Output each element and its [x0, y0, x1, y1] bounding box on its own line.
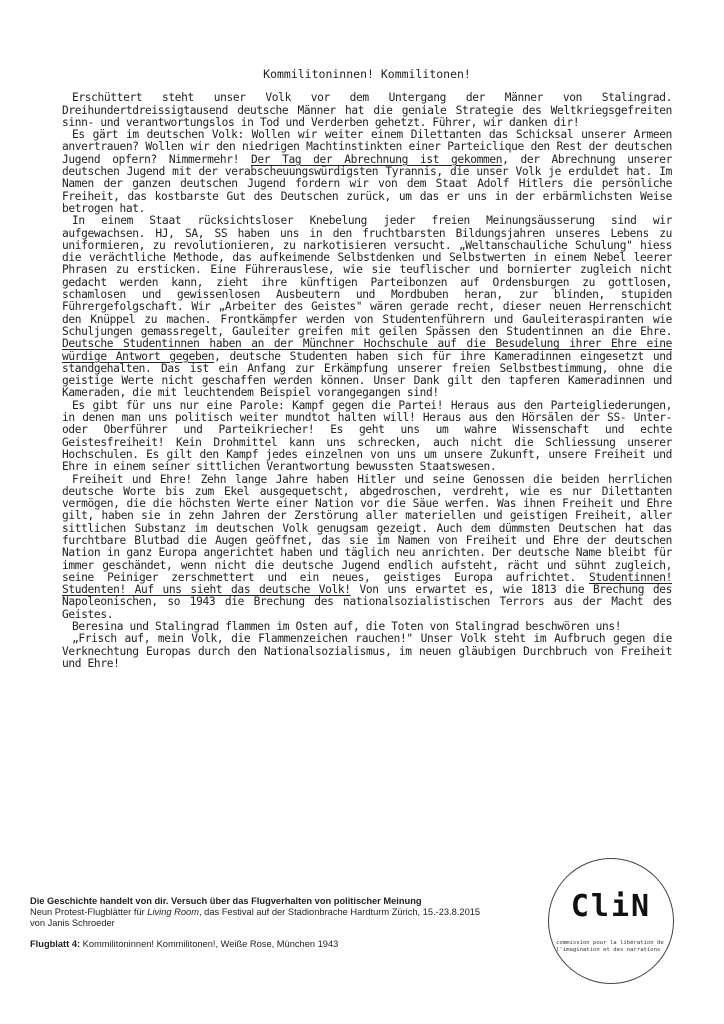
leaflet-title: Kommilitoninnen! Kommilitonen! — [263, 67, 471, 81]
underlined-phrase-students: Deutsche Studentinnen haben an der Münchner Hochschule auf die Besudelung ihrer Ehre eine würdige Antwort gegeben — [62, 337, 672, 363]
paragraph-7: „Frisch auf, mein Volk, die Flammenzeichen rauchen!" Unser Volk steht im Aufbruch gegen die Verknechtung Europas durch den Nationalsozialismus, im neuen gläubigen Durchbruch von Freiheit und Ehre! — [62, 632, 672, 670]
paragraph-2-lead: Es gärt im deutschen Volk: Wollen wir weiter einem Dilettanten das Schicksal unserer Armeen anvertrauen? Wollen wir den niedrigen Machtinstinkten einer Parteiclique den Rest der deutschen Jugend opfern? Nimmermehr! — [62, 128, 672, 166]
caption-leaflet-ref — [30, 939, 570, 950]
paragraph-3 — [62, 215, 672, 399]
caption-leaflet-title: Kommilitoninnen! Kommilitonen!, Weiße Rose, München 1943 — [80, 938, 339, 949]
caption-festival-name: Living Room — [147, 907, 199, 918]
paragraph-3-lead: In einem Staat rücksichtsloser Knebelung jeder freien Meinungsäusserung sind wir aufgewachsen. HJ, SA, SS haben uns in den fruchtbarsten Bildungsjahren unseres Lebens zu uniformieren, zu revolutionieren, zu narkotisieren versucht. „Weltanschauliche Schulung" hiess die verächtliche Methode, das aufkeimende Selbstdenken und Selbstwerten in einem Nebel leerer Phrasen zu ersticken. Eine Führerauslese, wie sie teuflischer und bornierter zugleich nicht gedacht werden kann, zieht ihre künftigen Parteibonzen auf Ordensburgen zu gottlosen, schamlosen und gewissenlosen Ausbeutern und Mordbuben heran, zur blinden, stupiden Führergefolgschaft. Wir „Arbeiter des Geistes" wären gerade recht, dieser neuen Herrenschicht den Knüppel zu machen. Frontkämpfer werden von Studentenführern und Gauleiteraspiranten wie Schuljungen gemassregelt, Gauleiter greifen mit geilen Spässen den Studentinnen an die Ehre. — [62, 214, 672, 338]
clin-logo-subtitle: commission pour la libération de l'imagination et des narrations — [556, 940, 664, 953]
caption-festival-b: , das Festival auf der Stadionbrache Hardturm Zürich, 15.-23.8.2015 — [198, 907, 481, 918]
caption-author: von Janis Schroeder — [30, 918, 115, 929]
clin-logo-text: CliN — [570, 889, 652, 924]
leaflet-text — [62, 68, 672, 670]
caption-festival-line — [30, 907, 570, 918]
paragraph-2-rest: , der Abrechnung unserer deutschen Jugend mit der verabscheuungswürdigsten Tyrannis, die unser Volk je erduldet hat. Im Namen der ganzen deutschen Jugend fordern wir von dem Staat Adolf Hitlers die persönliche Freiheit, das kostbarste Gut des Deutschen zurück, um das er uns in der erbärmlichsten Weise betrogen hat. — [62, 152, 672, 215]
paragraph-5 — [62, 474, 672, 622]
underlined-phrase-call: Studentinnen! Studenten! Auf uns sieht das deutsche Volk! — [62, 570, 672, 597]
paragraph-1: Erschüttert steht unser Volk vor dem Untergang der Männer von Stalingrad. Dreihundertdreissigtausend deutsche Männer hat die geniale Strategie des Weltkriegsgefreiten sinn- und verantwortungslos in Tod und Verderben gehetzt. Führer, wir danken dir! — [62, 91, 672, 129]
caption-series-title: Die Geschichte handelt von dir. Versuch über das Flugverhalten von politischer Meinung — [30, 896, 422, 906]
caption — [30, 896, 570, 950]
paragraph-5-lead: Freiheit und Ehre! Zehn lange Jahre haben Hitler und seine Genossen die beiden herrlichen deutsche Worte bis zum Ekel ausgequetscht, abgedroschen, verdreht, wie es nur Dilettanten vermögen, die die höchsten Werte einer Nation vor die Säue werfen. Was ihnen Freiheit und Ehre gilt, haben sie in zehn Jahren der Zerstörung aller materiellen und geistigen Freiheit, aller sittlichen Substanz im deutschen Volk genugsam gezeigt. Auch dem dümmsten Deutschen hat das furchtbare Blutbad die Augen geöffnet, das sie im Namen von Freiheit und Ehre der deutschen Nation in ganz Europa angerichtet haben und täglich neu anrichten. Der deutsche Name bleibt für immer geschändet, wenn nicht die deutsche Jugend endlich aufsteht, rächt und sühnt zugleich, seine Peiniger zerschmettert und ein neues, geistiges Europa aufrichtet. — [62, 472, 672, 584]
paragraph-2 — [62, 129, 672, 215]
paragraph-4: Es gibt für uns nur eine Parole: Kampf gegen die Partei! Heraus aus den Parteigliederungen, in denen man uns politisch weiter mundtot halten will! Heraus aus den Hörsälen der SS- Unter- oder Oberführer und Parteikriecher! Es geht uns um wahre Wissenschaft und echte Geistesfreiheit! Kein Drohmittel kann uns schrecken, auch nicht die Schliessung unserer Hochschulen. Es gilt den Kampf jedes einzelnen von uns um unsere Zukunft, unsere Freiheit und Ehre in einem seiner sittlichen Verantwortung bewussten Staatswesen. — [62, 398, 672, 474]
caption-leaflet-number: Flugblatt 4: — [30, 938, 81, 949]
paragraph-5-rest: Von uns erwartet es, wie 1813 die Brechung des Napoleonischen, so 1943 die Brechung des nationalsozialistischen Terrors aus der Macht des Geistes. — [62, 583, 672, 621]
underlined-phrase-reckoning: Der Tag der Abrechnung ist gekommen — [251, 152, 503, 166]
caption-festival-a: Neun Protest-Flugblätter für — [30, 907, 148, 918]
paragraph-6: Beresina und Stalingrad flammen im Osten auf, die Toten von Stalingrad beschwören uns! — [72, 620, 622, 634]
paragraph-3-rest: , deutsche Studenten haben sich für ihre Kameradinnen eingesetzt und standgehalten. Das ist ein Anfang zur Erkämpfung unserer freien Selbstbestimmung, ohne die geistige Werte nicht geschaffen werden können. Unser Dank gilt den tapferen Kameradinnen und Kameraden, die mit leuchtendem Beispiel vorangegangen sind! — [62, 349, 672, 400]
clin-logo — [548, 858, 674, 984]
